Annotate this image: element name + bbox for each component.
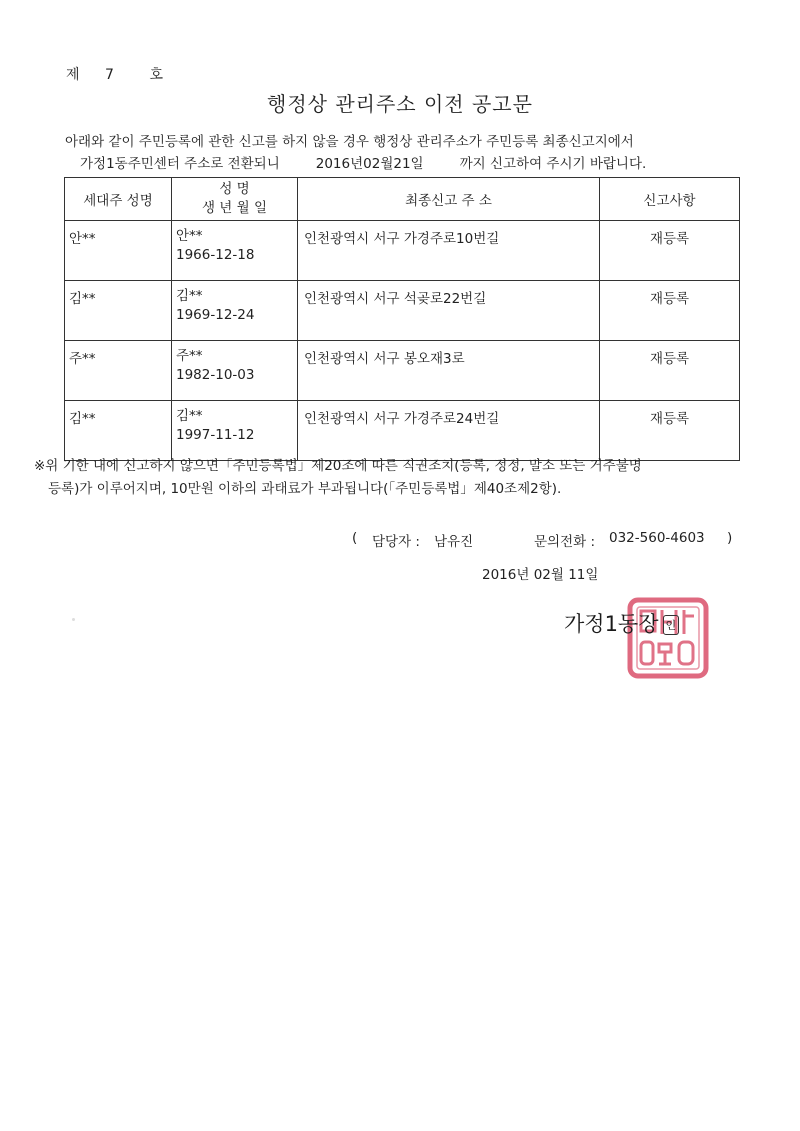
table-header-row — [65, 178, 740, 221]
doc-number-suffix: 호 — [149, 67, 164, 83]
contact-person: 남유진 — [434, 534, 474, 550]
cell-name-birth — [172, 401, 298, 461]
header-birth: 생 년 월 일 — [201, 200, 268, 216]
contact-close-paren: ) — [727, 530, 733, 546]
cell-householder: 안** — [65, 221, 172, 281]
cell-birth: 1969-12-24 — [176, 307, 255, 323]
cell-address: 인천광역시 서구 봉오재3로 — [298, 341, 600, 401]
footnote-line-2: 등록)가 이루어지며, 10만원 이하의 과태료가 부과됩니다(「주민등록법」제40조제2항). — [48, 481, 562, 497]
document-number — [66, 64, 164, 84]
cell-report: 재등록 — [600, 281, 740, 341]
intro-line-2 — [80, 152, 646, 172]
cell-name: 안** — [176, 228, 203, 244]
page-title: 행정상 관리주소 이전 공고문 — [267, 92, 533, 116]
cell-birth: 1997-11-12 — [176, 427, 255, 443]
cell-report: 재등록 — [600, 341, 740, 401]
doc-number-prefix: 제 — [66, 67, 81, 83]
table-row — [65, 401, 740, 461]
cell-birth: 1982-10-03 — [176, 367, 255, 383]
cell-name-birth — [172, 281, 298, 341]
contact-phone-label: 문의전화 : — [534, 534, 596, 550]
doc-number-value: 7 — [105, 67, 115, 83]
table-row — [65, 281, 740, 341]
issue-date: 2016년 02월 11일 — [482, 567, 599, 583]
header-householder: 세대주 성명 — [65, 178, 172, 221]
table-row — [65, 341, 740, 401]
contact-person-label: 담당자 : — [372, 534, 420, 550]
cell-name: 김** — [176, 408, 203, 424]
notice-table — [64, 177, 740, 461]
cell-name: 주** — [176, 348, 203, 364]
contact-phone: 032-560-4603 — [609, 530, 705, 546]
header-name-birth — [172, 178, 298, 221]
table-row — [65, 221, 740, 281]
scan-speck — [72, 618, 75, 621]
cell-report: 재등록 — [600, 221, 740, 281]
signer-title: 가정1동장 — [564, 612, 659, 636]
header-name: 성 명 — [219, 181, 250, 197]
cell-address: 인천광역시 서구 석곶로22번길 — [298, 281, 600, 341]
signer-block — [564, 608, 679, 638]
cell-name-birth — [172, 221, 298, 281]
cell-name-birth — [172, 341, 298, 401]
contact-open-paren: ( — [352, 530, 358, 546]
cell-name: 김** — [176, 288, 203, 304]
footnote-line-1: ※위 기한 내에 신고하지 않으면「주민등록법」제20조에 따른 직권조치(등록, 정정, 말소 또는 거주불명 — [34, 458, 642, 474]
cell-householder: 주** — [65, 341, 172, 401]
intro-line-1: 아래와 같이 주민등록에 관한 신고를 하지 않을 경우 행정상 관리주소가 주민등록 최종신고지에서 — [65, 134, 634, 150]
cell-householder: 김** — [65, 401, 172, 461]
intro-deadline-date: 2016년02월21일 — [315, 156, 424, 172]
cell-report: 재등록 — [600, 401, 740, 461]
seal-mark: 인 — [663, 615, 680, 635]
header-report: 신고사항 — [600, 178, 740, 221]
cell-householder: 김** — [65, 281, 172, 341]
header-address: 최종신고 주 소 — [298, 178, 600, 221]
intro-line-2-end: 까지 신고하여 주시기 바랍니다. — [459, 156, 647, 172]
cell-address: 인천광역시 서구 가경주로24번길 — [298, 401, 600, 461]
cell-birth: 1966-12-18 — [176, 247, 255, 263]
cell-address: 인천광역시 서구 가경주로10번길 — [298, 221, 600, 281]
intro-line-2-start: 가정1동주민센터 주소로 전환되니 — [80, 156, 280, 172]
